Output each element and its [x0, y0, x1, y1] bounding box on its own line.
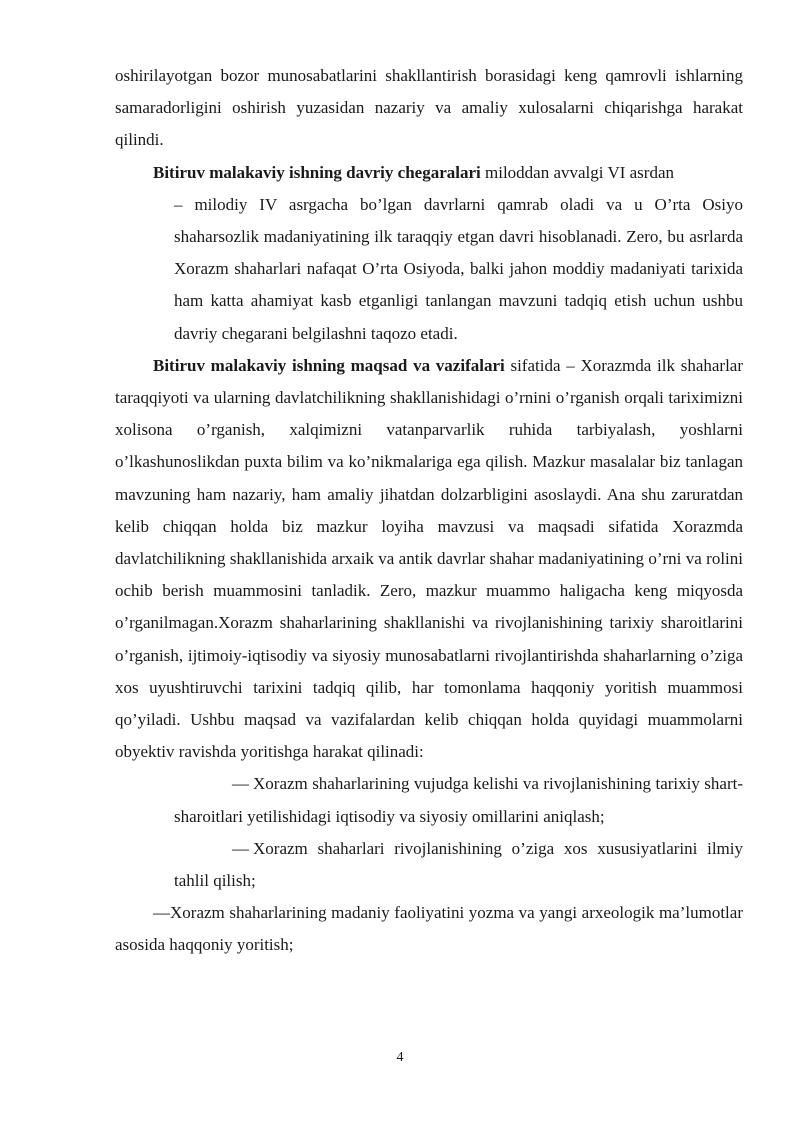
period-text-start: miloddan avvalgi VI asrdan: [480, 162, 675, 182]
paragraph-period: [115, 157, 743, 189]
list-item-text: Xorazm shaharlari rivojlanishining o’ziga xos xususiyatlarini ilmiy tahlil qilish;: [174, 838, 743, 891]
paragraph-goals: [115, 350, 743, 769]
list-marker: —: [232, 774, 249, 794]
document-page: [115, 60, 743, 962]
list-item-text: Xorazm shaharlarining vujudga kelishi va rivojlanishining tarixiy shart-sharoitlari yetilishidagi iqtisodiy va siyosiy omillarini aniqlash;: [174, 774, 743, 826]
paragraph-intro: oshirilayotgan bozor munosabatlarini shakllantirish borasidagi keng qamrovli ishlarning samaradorligini oshirish yuzasidan nazariy va amaliy xulosalarni chiqarishga harakat qilindi.: [115, 66, 743, 150]
page-number: 4: [396, 1050, 404, 1065]
list-item: [174, 833, 743, 897]
period-heading: Bitiruv malakaviy ishning davriy chegaralari: [153, 162, 481, 182]
goals-heading: Bitiruv malakaviy ishning maqsad va vazifalari: [153, 355, 505, 375]
list-marker: —: [232, 838, 249, 858]
list-item: [174, 768, 743, 832]
paragraph-period-continued: – milodiy IV asrgacha bo’lgan davrlarni qamrab oladi va u O’rta Osiyo shaharsozlik madaniyatining ilk taraqqiy etgan davri hisoblanadi. Zero, bu asrlarda Xorazm shaharlari nafaqat O’rta Osiyoda, balki jahon moddiy madaniyati tarixida ham katta ahamiyat kasb etganligi tanlangan mavzuni tadqiq etish uchun ushbu davriy chegarani belgilashni taqozo etadi.: [174, 194, 743, 343]
paragraph-final-item: —Xorazm shaharlarining madaniy faoliyatini yozma va yangi arxeologik ma’lumotlar asosida haqqoniy yoritish;: [115, 903, 743, 955]
goals-text: sifatida – Xorazmda ilk shaharlar taraqqiyoti va ularning davlatchilikning shakllanishidagi o’rnini o’rganish orqali tariximizni xolisona o’rganish, xalqimizni vatanparvarlik ruhida tarbiyalash, yoshlarni o’lkashunoslikdan puxta bilim va ko’nikmalariga ega qilish. Mazkur masalalar biz tanlagan mavzuning ham nazariy, ham amaliy jihatdan dolzarbligini asoslaydi. Ana shu zaruratdan kelib chiqqan holda biz mazkur loyiha mavzusi va maqsadi sifatida Xorazmda davlatchilikning shakllanishida arxaik va antik davrlar shahar madaniyatining o’rni va rolini ochib berish muammosini tanladik. Zero, mazkur muammo haligacha keng miqyosda o’rganilmagan.Xorazm shaharlarining shakllanishi va rivojlanishining tarixiy sharoitlarini o’rganish, ijtimoiy-iqtisodiy va siyosiy munosabatlarni rivojlantirishda shaharlarning o’ziga xos uyushtiruvchi tarixini tadqiq qilib, har tomonlama haqqoniy yoritish muammosi qo’yiladi. Ushbu maqsad va vazifalardan kelib chiqqan holda quyidagi muammolarni obyektiv ravishda yoritishga harakat qilinadi:: [115, 355, 744, 762]
